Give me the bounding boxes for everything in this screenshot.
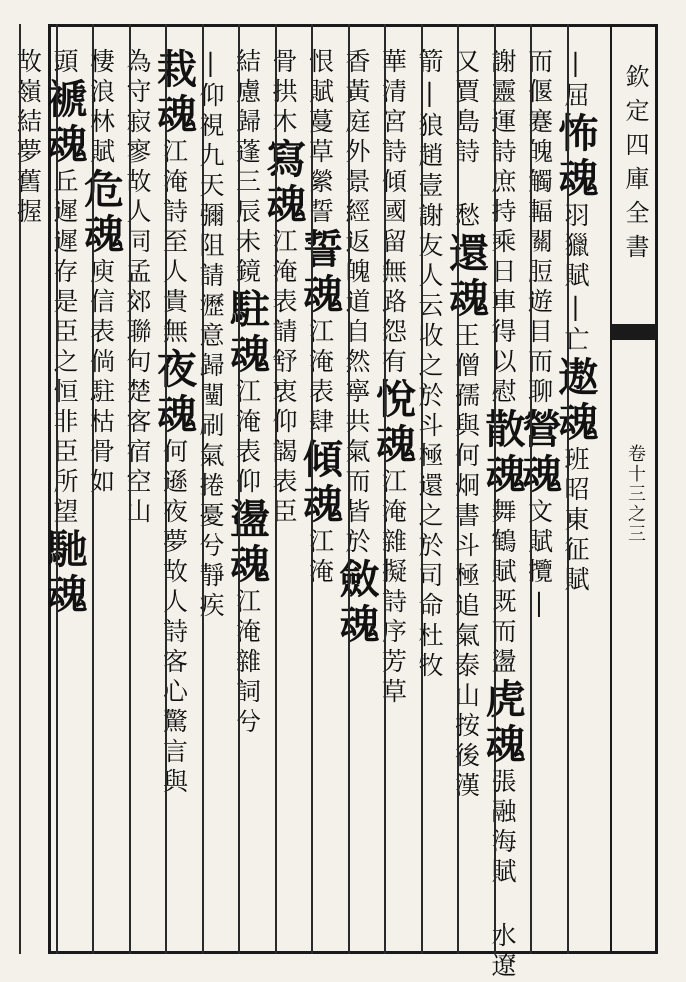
entry-text: 恨賦蔓草縈 [305, 48, 335, 198]
fishtail-mark [612, 324, 658, 340]
column-rule [530, 24, 532, 954]
entry-heading: 夜魂 [150, 348, 198, 438]
entry-text: 林賦 [86, 108, 116, 168]
column-rule [275, 24, 277, 954]
column-rule [165, 24, 167, 954]
entry-text: 斗極追氣泰山按後漢 [451, 532, 481, 802]
entry-text: 聊 [524, 378, 554, 408]
text-column [150, 48, 202, 938]
entry-text: 丘遲遲 [50, 168, 79, 258]
column-rule [56, 24, 58, 954]
text-column [196, 48, 239, 938]
entry-text: 請瀝意歸闉 [196, 262, 225, 412]
entry-text: 江淹 [305, 528, 335, 588]
text-column [333, 48, 385, 938]
entry-text: 香黃庭外景經 [342, 48, 371, 228]
entry-text: 怨有 [378, 318, 408, 378]
entry-text: 江淹詩至人貴無 [159, 138, 189, 348]
column-rule [421, 24, 423, 954]
entry-text: 骨拱木 [269, 48, 298, 138]
book-title: 欽定四庫全書 [621, 64, 649, 268]
entry-text: |屈 [561, 48, 590, 112]
entry-heading: 斂魂 [333, 558, 380, 648]
volume-label: 卷十三之三 [625, 444, 646, 544]
entry-text: 江淹雜詞 [232, 588, 262, 708]
text-column [41, 48, 93, 938]
column-rule [19, 24, 21, 954]
column-rule [348, 24, 350, 954]
text-column [479, 48, 531, 982]
entry-text: 為 [123, 48, 152, 78]
text-column [260, 48, 312, 938]
entry-text: 庾信表 [86, 258, 116, 348]
entry-text: 仰視九天彌阻 [196, 82, 225, 262]
entry-heading: 寫魂 [260, 138, 307, 228]
entry-text: 結慮歸蓬三辰未鏡 [232, 48, 262, 288]
entry-text: 倘駐枯骨如 [86, 348, 116, 498]
entry-text: 表臣 [269, 468, 298, 528]
entry-heading: 褫魂 [41, 78, 88, 168]
entry-heading: 悅魂 [369, 378, 417, 468]
entry-text: 箭|狼 [415, 48, 444, 142]
entry-text: 故人同孟郊聯句楚客宿空山 [123, 168, 152, 528]
entry-heading: 危魂 [77, 168, 125, 258]
entry-text: 班昭東征賦 [561, 446, 590, 596]
entry-text: 何遜夜夢故人詩客心驚 [159, 438, 189, 738]
entry-text: 江淹雜擬詩序芳草 [378, 468, 408, 708]
entry-text: 刷氣捲憂兮靜疾 [196, 412, 225, 622]
entry-text: 頭 [50, 48, 79, 78]
entry-text: 江淹表 [269, 228, 298, 318]
entry-text: 於 [342, 528, 371, 558]
entry-text: 故嶺結夢舊握 [13, 48, 43, 228]
entry-text: 誓 [305, 198, 335, 228]
entry-heading: 散魂 [479, 408, 526, 498]
entry-text: 而偃蹇 [524, 48, 554, 138]
entry-text: 日車得以慰 [488, 258, 517, 408]
entry-text: 羽獵賦|亡 [561, 202, 590, 356]
text-column [123, 48, 166, 938]
text-column [13, 48, 56, 938]
text-column [515, 48, 567, 938]
column-rule [494, 24, 496, 954]
entry-text: 守寂寥 [123, 78, 152, 168]
entry-text: 而盪 [488, 618, 517, 678]
text-column [552, 48, 604, 938]
text-column [442, 48, 494, 938]
entry-heading: 栽魂 [150, 48, 198, 138]
entry-text: 存是臣之恒非臣所望 [50, 258, 79, 528]
entry-text: 棲浪 [86, 48, 116, 108]
column-rule [238, 24, 240, 954]
entry-heading: 駐魂 [223, 288, 271, 378]
entry-text: 仰 [232, 468, 262, 498]
column-rule [202, 24, 204, 954]
entry-heading: 誓魂 [296, 228, 344, 318]
entry-text: 兮 [232, 708, 262, 738]
entry-heading: 營魂 [515, 408, 563, 498]
entry-text: 謝靈運詩庶持乘 [488, 48, 517, 258]
text-column [77, 48, 129, 938]
column-rule [384, 24, 386, 954]
text-column [369, 48, 421, 938]
entry-text: 江淹表 [232, 378, 262, 468]
entry-text: 文賦攬| [524, 498, 554, 622]
entry-text: 肆 [305, 408, 335, 438]
entry-heading: 怖魂 [552, 112, 599, 202]
entry-heading: 遨魂 [552, 356, 599, 446]
entry-text: 遊目而 [524, 288, 554, 378]
column-rule [567, 24, 569, 954]
column-rule [92, 24, 94, 954]
entry-heading: 盪魂 [223, 498, 271, 588]
column-rule [311, 24, 313, 954]
text-column [415, 48, 458, 938]
entry-text: 江淹表 [305, 318, 335, 408]
column-rule [457, 24, 459, 954]
entry-text: 魄觸輻關脰 [524, 138, 554, 288]
entry-heading: 傾魂 [296, 438, 344, 528]
text-column [223, 48, 275, 938]
entry-text: 趙壹謝友人云收之於斗極還之於司命杜牧 [415, 142, 444, 682]
entry-text: 張融海賦 水遼 [488, 768, 517, 982]
entry-text: 請舒衷仰謁 [269, 318, 298, 468]
entry-text: 寧共氣而皆 [342, 378, 371, 528]
entry-text: 返魄道自然 [342, 228, 371, 378]
entry-heading: 虎魂 [479, 678, 526, 768]
entry-text: 言與 [159, 738, 189, 798]
entry-text: 又賈島詩 愁 [451, 48, 481, 232]
page-margin [610, 24, 658, 954]
entry-text: 王僧孺與何炯書 [451, 322, 481, 532]
column-rule [129, 24, 131, 954]
entry-heading: 還魂 [442, 232, 490, 322]
entry-text: 華清宮詩傾國留無路 [378, 48, 408, 318]
text-column [296, 48, 348, 938]
entry-heading: 馳魂 [41, 528, 88, 618]
entry-text: | [196, 48, 225, 82]
entry-text: 舞鶴賦既 [488, 498, 517, 618]
